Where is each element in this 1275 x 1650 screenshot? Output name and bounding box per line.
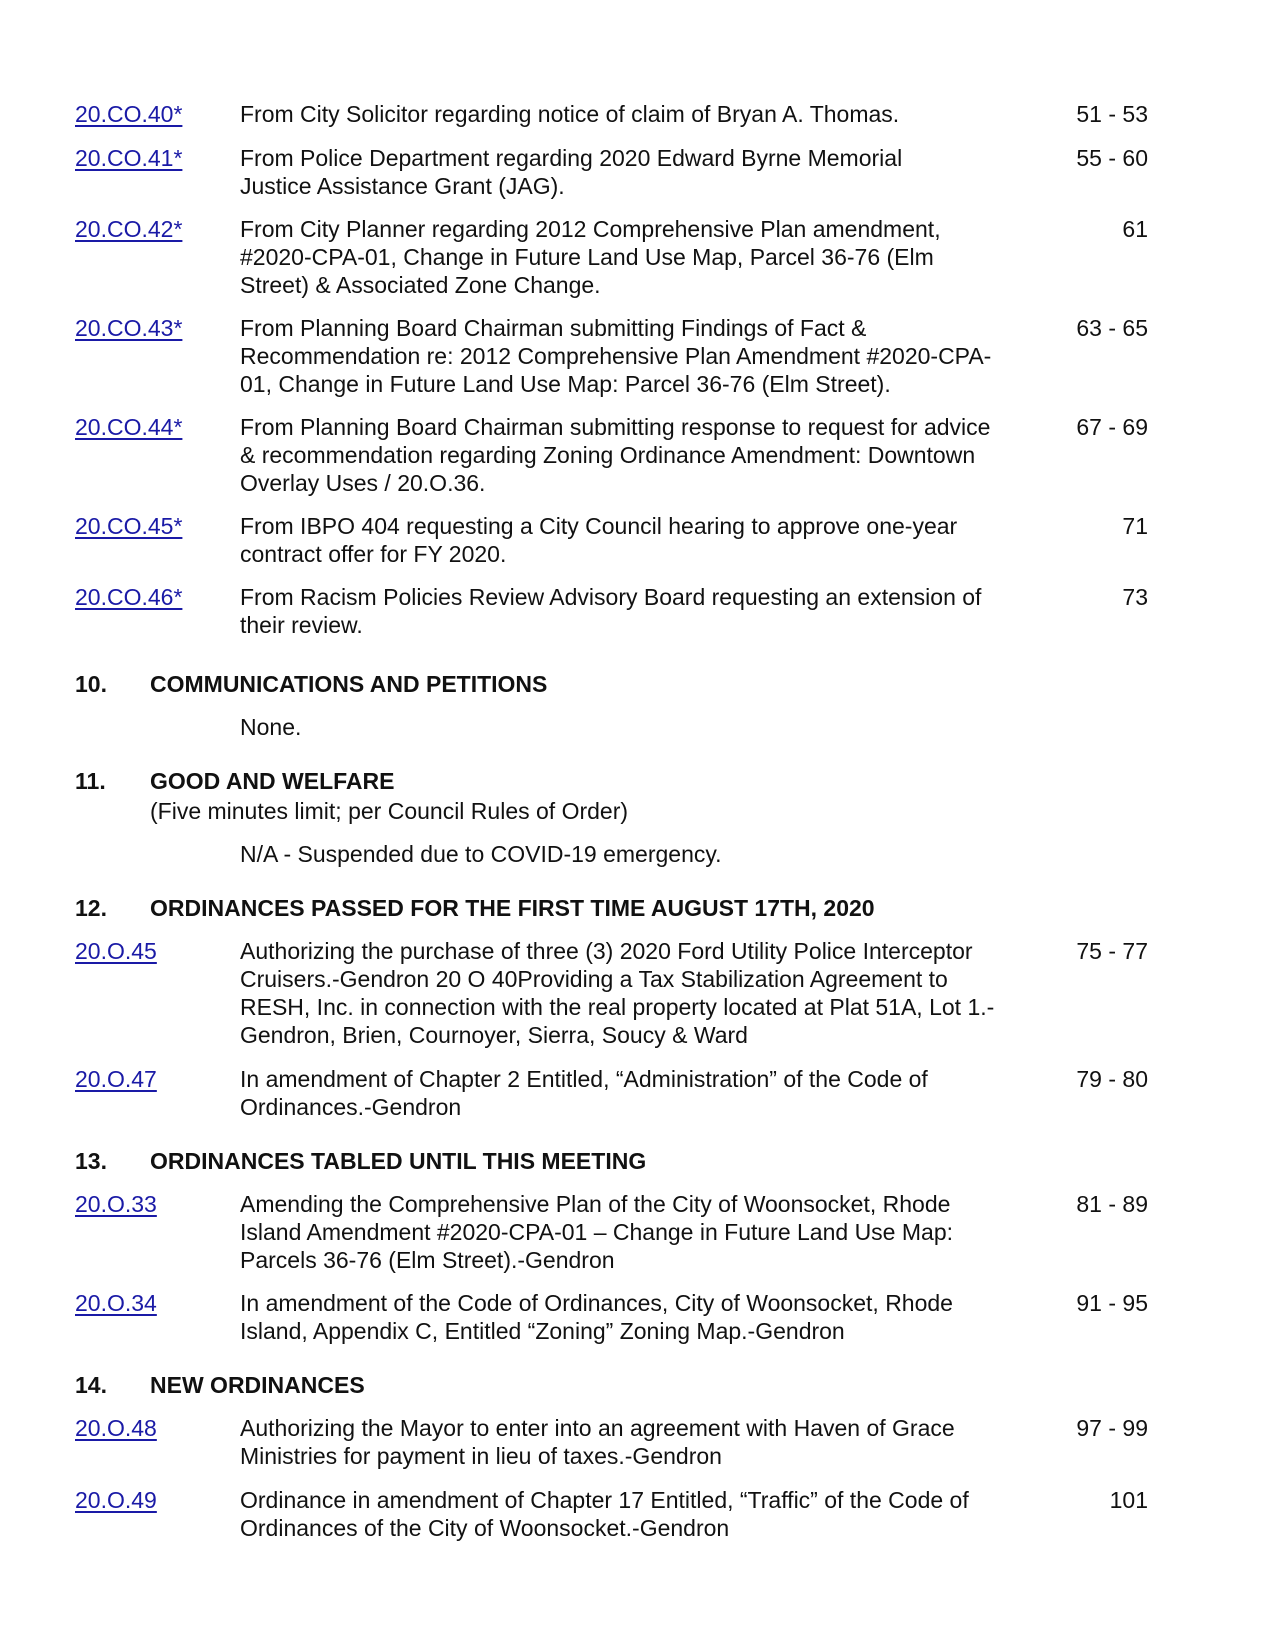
item-pages: 101 <box>1109 1487 1148 1513</box>
item-link[interactable]: 20.CO.41* <box>75 145 183 171</box>
item-pages: 55 - 60 <box>1076 145 1148 171</box>
item-link[interactable]: 20.O.33 <box>75 1191 157 1217</box>
item-link[interactable]: 20.O.45 <box>75 938 157 964</box>
item-description: From City Planner regarding 2012 Comprehensive Plan amendment, #2020-CPA-01, Change in Future Land Use Map, Parcel 36-76 (Elm Street) & Associated Zone Change. <box>240 216 941 298</box>
item-description: Amending the Comprehensive Plan of the City of Woonsocket, Rhode Island Amendment #2020-CPA-01 – Change in Future Land Use Map: Parcels 36-76 (Elm Street).-Gendron <box>240 1191 953 1273</box>
item-pages: 51 - 53 <box>1076 101 1148 127</box>
item-pages: 73 <box>1122 584 1148 610</box>
section-title: ORDINANCES TABLED UNTIL THIS MEETING <box>150 1148 647 1174</box>
item-pages: 97 - 99 <box>1076 1415 1148 1441</box>
item-link[interactable]: 20.O.49 <box>75 1487 157 1513</box>
section-number: 13. <box>75 1148 107 1174</box>
section-number: 12. <box>75 895 107 921</box>
item-link[interactable]: 20.CO.45* <box>75 513 183 539</box>
section-note: N/A - Suspended due to COVID-19 emergency. <box>240 841 722 867</box>
item-pages: 61 <box>1122 216 1148 242</box>
section-subtitle: (Five minutes limit; per Council Rules of Order) <box>150 798 629 824</box>
item-pages: 63 - 65 <box>1076 315 1148 341</box>
item-link[interactable]: 20.CO.46* <box>75 584 183 610</box>
item-pages: 71 <box>1122 513 1148 539</box>
item-pages: 79 - 80 <box>1076 1066 1148 1092</box>
item-description: In amendment of the Code of Ordinances, City of Woonsocket, Rhode Island, Appendix C, Entitled “Zoning” Zoning Map.-Gendron <box>240 1290 953 1344</box>
item-description: From Racism Policies Review Advisory Board requesting an extension of their review. <box>240 584 982 638</box>
item-description: Authorizing the Mayor to enter into an agreement with Haven of Grace Ministries for payment in lieu of taxes.-Gendron <box>240 1415 955 1469</box>
item-link[interactable]: 20.O.48 <box>75 1415 157 1441</box>
item-description: From IBPO 404 requesting a City Council hearing to approve one-year contract offer for FY 2020. <box>240 513 958 567</box>
item-pages: 75 - 77 <box>1076 938 1148 964</box>
item-link[interactable]: 20.CO.40* <box>75 101 183 127</box>
section-title: COMMUNICATIONS AND PETITIONS <box>150 671 548 697</box>
section-number: 14. <box>75 1372 107 1398</box>
item-pages: 91 - 95 <box>1076 1290 1148 1316</box>
item-pages: 67 - 69 <box>1076 414 1148 440</box>
item-link[interactable]: 20.CO.44* <box>75 414 183 440</box>
section-title: NEW ORDINANCES <box>150 1372 365 1398</box>
item-link[interactable]: 20.CO.43* <box>75 315 183 341</box>
item-description: Ordinance in amendment of Chapter 17 Entitled, “Traffic” of the Code of Ordinances of the City of Woonsocket.-Gendron <box>240 1487 969 1541</box>
item-description: From City Solicitor regarding notice of claim of Bryan A. Thomas. <box>240 101 900 127</box>
item-description: Authorizing the purchase of three (3) 2020 Ford Utility Police Interceptor Cruisers.-Gendron 20 O 40Providing a Tax Stabilization Agreement to RESH, Inc. in connection with the real property located at Plat 51A, Lot 1.-Gendron, Brien, Cournoyer, Sierra, Soucy & Ward <box>240 938 995 1048</box>
section-title: ORDINANCES PASSED FOR THE FIRST TIME AUGUST 17TH, 2020 <box>150 895 875 921</box>
item-description: From Police Department regarding 2020 Edward Byrne Memorial Justice Assistance Grant (JAG). <box>240 145 903 199</box>
section-title: GOOD AND WELFARE <box>150 768 395 794</box>
item-pages: 81 - 89 <box>1076 1191 1148 1217</box>
item-description: From Planning Board Chairman submitting Findings of Fact & Recommendation re: 2012 Comprehensive Plan Amendment #2020-CPA-01, Change in Future Land Use Map: Parcel 36-76 (Elm Street). <box>240 315 992 397</box>
item-link[interactable]: 20.O.47 <box>75 1066 157 1092</box>
section-number: 11. <box>75 768 106 794</box>
item-description: From Planning Board Chairman submitting response to request for advice & recommendation regarding Zoning Ordinance Amendment: Downtown Overlay Uses / 20.O.36. <box>240 414 991 496</box>
section-number: 10. <box>75 671 107 697</box>
section-note: None. <box>240 714 302 740</box>
item-description: In amendment of Chapter 2 Entitled, “Administration” of the Code of Ordinances.-Gendron <box>240 1066 928 1120</box>
item-link[interactable]: 20.CO.42* <box>75 216 183 242</box>
item-link[interactable]: 20.O.34 <box>75 1290 157 1316</box>
